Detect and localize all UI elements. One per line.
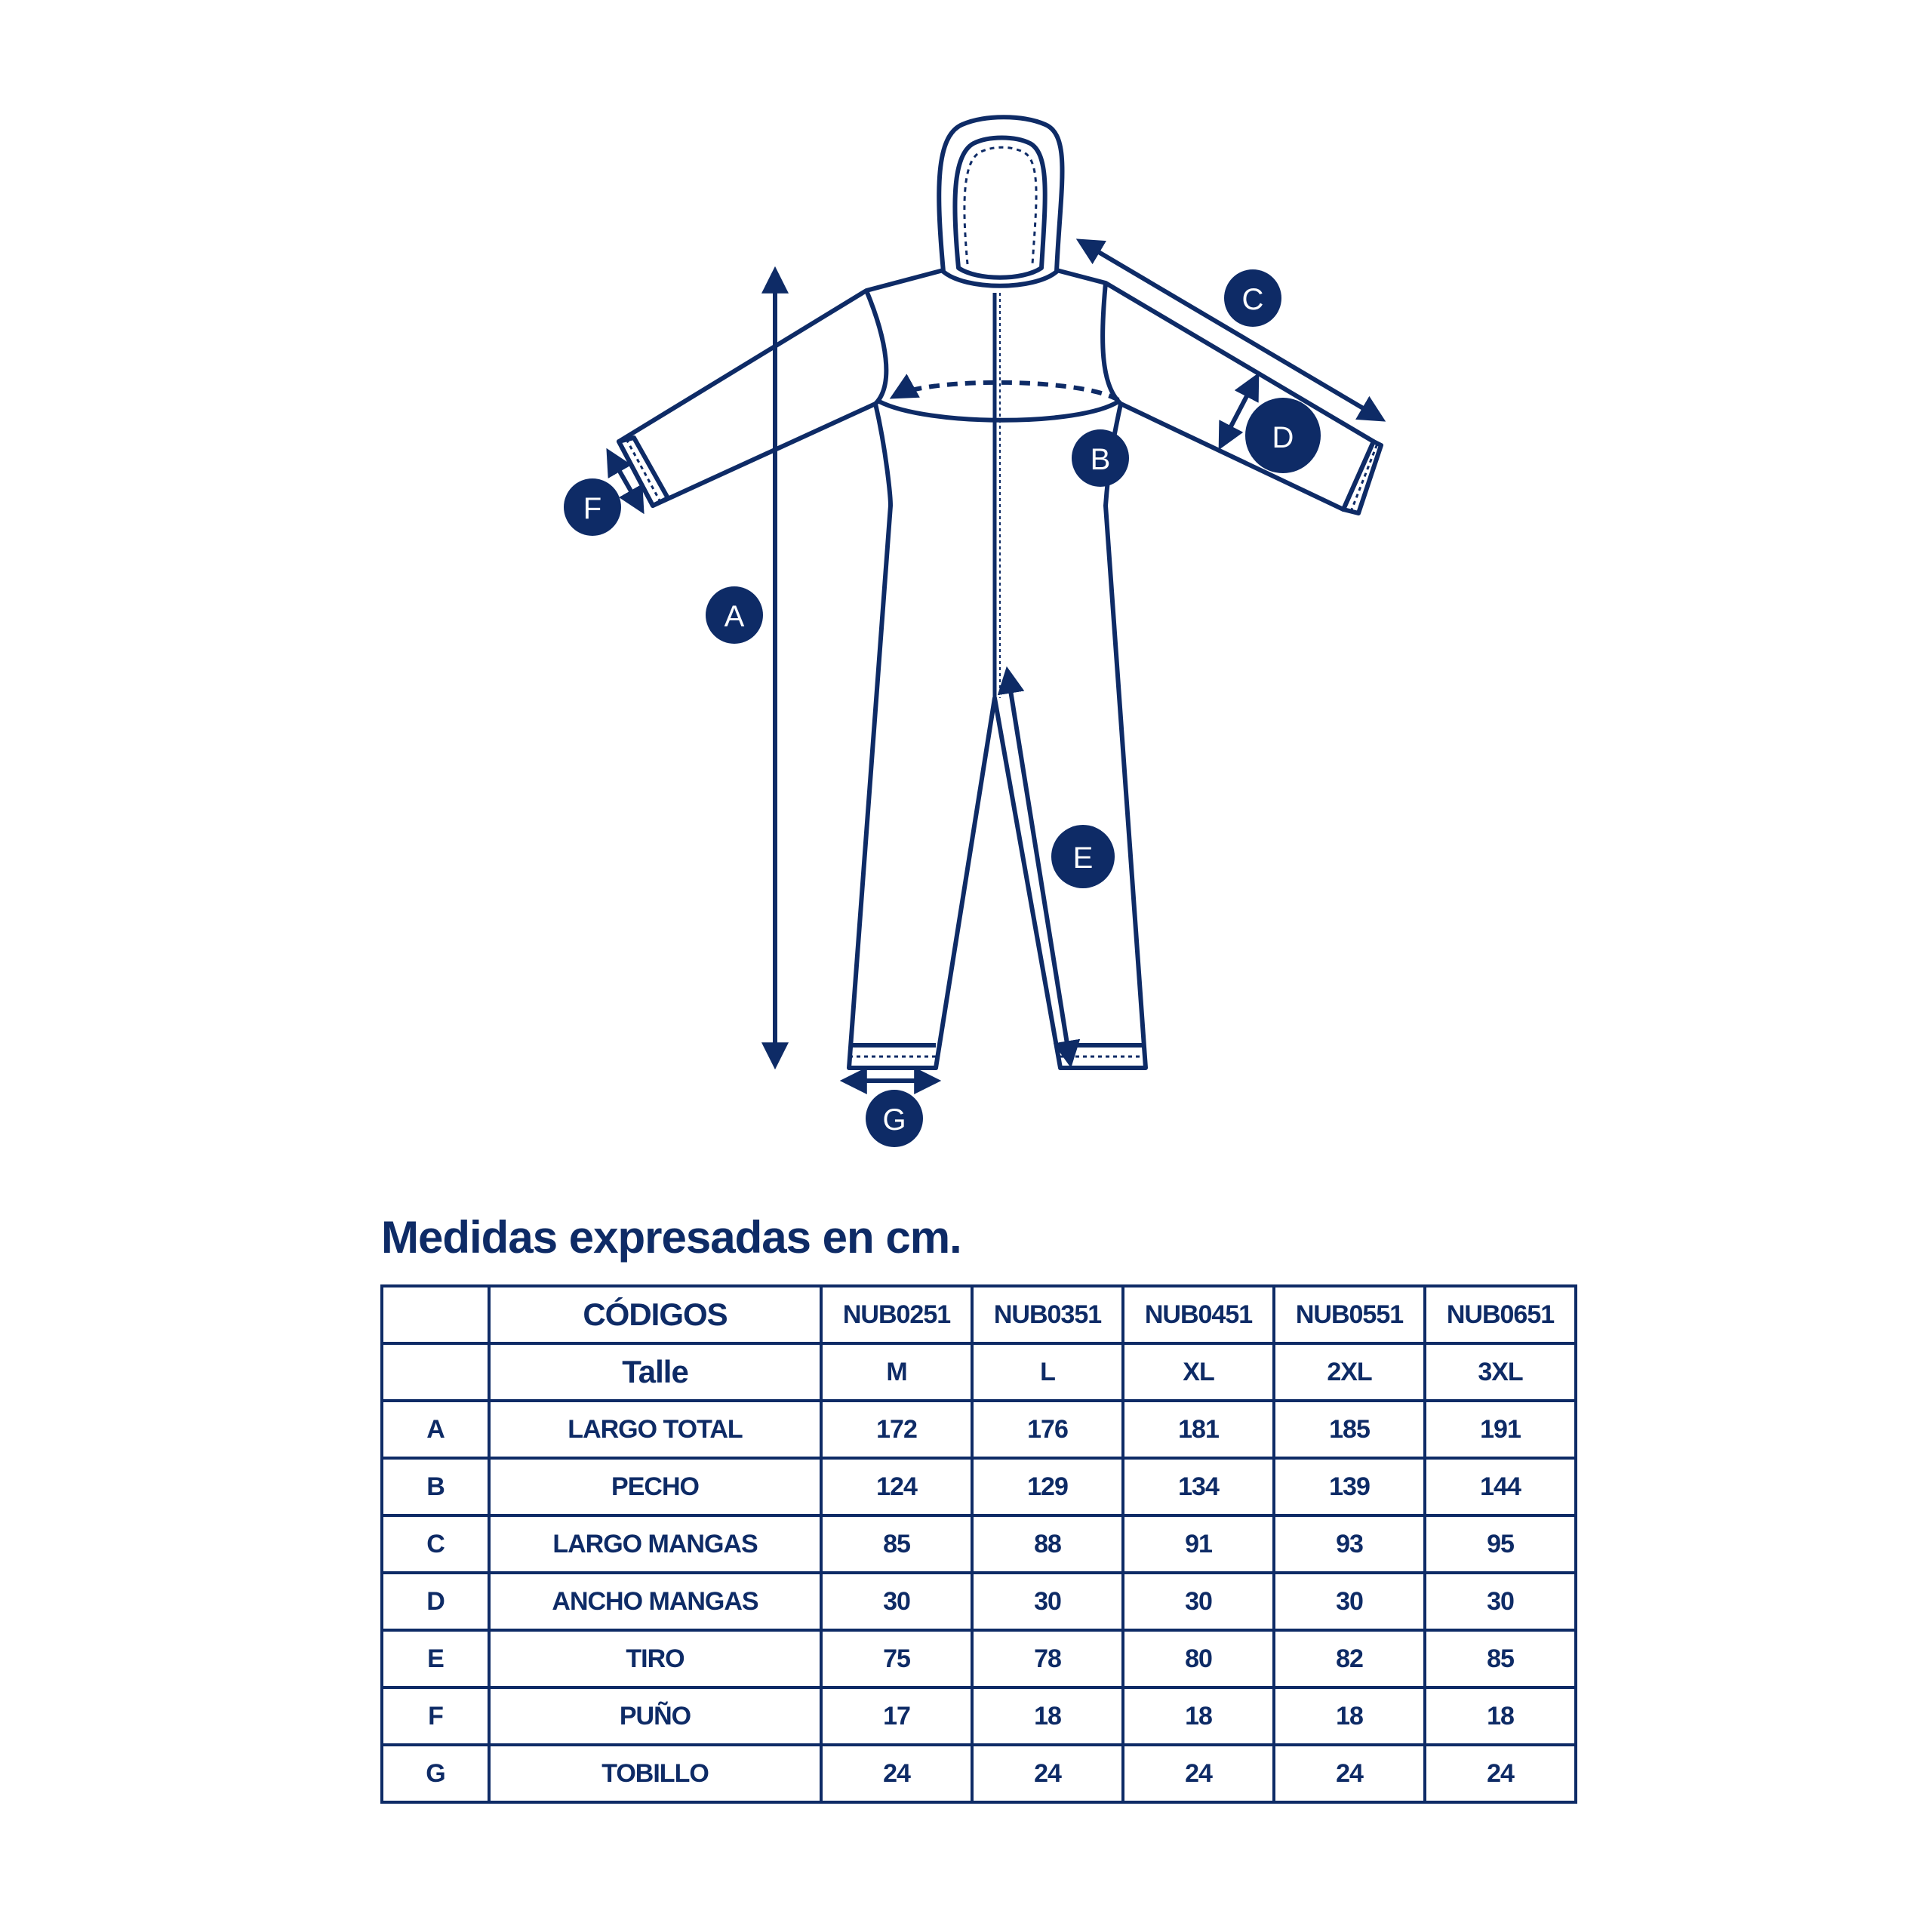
measurement-row <box>382 1745 1576 1802</box>
size-cell: 2XL <box>1274 1343 1425 1401</box>
row-name: PECHO <box>489 1458 821 1515</box>
marker-e <box>1051 825 1115 888</box>
marker-f <box>564 478 621 536</box>
codes-label: CÓDIGOS <box>489 1286 821 1343</box>
value-cell: 88 <box>972 1515 1123 1573</box>
svg-text:F: F <box>583 492 602 525</box>
value-cell: 18 <box>1425 1687 1576 1745</box>
code-cell: NUB0351 <box>972 1286 1123 1343</box>
row-name: ANCHO MANGAS <box>489 1573 821 1630</box>
left-side-seam <box>866 291 886 404</box>
page-title: Medidas expresadas en cm. <box>381 1212 961 1263</box>
marker-g <box>866 1090 923 1147</box>
marker-d <box>1245 398 1321 473</box>
measurement-row <box>382 1687 1576 1745</box>
arrow-b <box>894 383 1118 400</box>
value-cell: 17 <box>821 1687 972 1745</box>
measurement-row <box>382 1573 1576 1630</box>
value-cell: 78 <box>972 1630 1123 1687</box>
value-cell: 30 <box>1123 1573 1274 1630</box>
code-cell: NUB0251 <box>821 1286 972 1343</box>
row-name: TIRO <box>489 1630 821 1687</box>
value-cell: 176 <box>972 1401 1123 1458</box>
value-cell: 185 <box>1274 1401 1425 1458</box>
svg-text:D: D <box>1272 421 1294 454</box>
code-cell: NUB0451 <box>1123 1286 1274 1343</box>
right-side-seam <box>1103 283 1121 404</box>
value-cell: 181 <box>1123 1401 1274 1458</box>
value-cell: 24 <box>1425 1745 1576 1802</box>
measurement-row <box>382 1401 1576 1458</box>
right-cuff <box>1343 441 1381 513</box>
empty-cell <box>382 1286 489 1343</box>
value-cell: 75 <box>821 1630 972 1687</box>
value-cell: 172 <box>821 1401 972 1458</box>
value-cell: 24 <box>1274 1745 1425 1802</box>
codes-row <box>382 1286 1576 1343</box>
row-letter: D <box>382 1573 489 1630</box>
sizes-row <box>382 1343 1576 1401</box>
svg-text:A: A <box>724 600 745 633</box>
svg-text:E: E <box>1072 841 1094 875</box>
value-cell: 85 <box>821 1515 972 1573</box>
value-cell: 93 <box>1274 1515 1425 1573</box>
row-letter: E <box>382 1630 489 1687</box>
size-label: Talle <box>489 1343 821 1401</box>
value-cell: 30 <box>1274 1573 1425 1630</box>
svg-text:B: B <box>1090 443 1111 476</box>
value-cell: 95 <box>1425 1515 1576 1573</box>
value-cell: 134 <box>1123 1458 1274 1515</box>
size-table <box>380 1284 1577 1804</box>
value-cell: 191 <box>1425 1401 1576 1458</box>
marker-c <box>1224 269 1281 327</box>
svg-text:G: G <box>882 1103 906 1137</box>
measurement-row <box>382 1458 1576 1515</box>
row-name: PUÑO <box>489 1687 821 1745</box>
row-letter: B <box>382 1458 489 1515</box>
row-name: LARGO TOTAL <box>489 1401 821 1458</box>
value-cell: 91 <box>1123 1515 1274 1573</box>
value-cell: 24 <box>972 1745 1123 1802</box>
row-letter: G <box>382 1745 489 1802</box>
code-cell: NUB0551 <box>1274 1286 1425 1343</box>
row-name: TOBILLO <box>489 1745 821 1802</box>
table-body <box>382 1286 1576 1802</box>
empty-cell <box>382 1343 489 1401</box>
size-cell: M <box>821 1343 972 1401</box>
value-cell: 30 <box>821 1573 972 1630</box>
value-cell: 129 <box>972 1458 1123 1515</box>
svg-text:C: C <box>1241 283 1264 316</box>
size-cell: 3XL <box>1425 1343 1576 1401</box>
value-cell: 85 <box>1425 1630 1576 1687</box>
value-cell: 24 <box>821 1745 972 1802</box>
value-cell: 30 <box>1425 1573 1576 1630</box>
size-cell: XL <box>1123 1343 1274 1401</box>
value-cell: 30 <box>972 1573 1123 1630</box>
chest-line <box>879 401 1118 420</box>
value-cell: 18 <box>1274 1687 1425 1745</box>
hood-elastic <box>964 147 1036 264</box>
row-letter: A <box>382 1401 489 1458</box>
value-cell: 80 <box>1123 1630 1274 1687</box>
measurement-row <box>382 1630 1576 1687</box>
size-cell: L <box>972 1343 1123 1401</box>
value-cell: 82 <box>1274 1630 1425 1687</box>
value-cell: 144 <box>1425 1458 1576 1515</box>
value-cell: 18 <box>1123 1687 1274 1745</box>
value-cell: 139 <box>1274 1458 1425 1515</box>
hood-opening <box>955 138 1044 278</box>
row-letter: C <box>382 1515 489 1573</box>
marker-a <box>706 586 763 644</box>
arrow-c <box>1081 242 1381 419</box>
left-cuff <box>619 438 668 506</box>
marker-b <box>1072 429 1129 487</box>
value-cell: 18 <box>972 1687 1123 1745</box>
row-letter: F <box>382 1687 489 1745</box>
code-cell: NUB0651 <box>1425 1286 1576 1343</box>
row-name: LARGO MANGAS <box>489 1515 821 1573</box>
value-cell: 24 <box>1123 1745 1274 1802</box>
measurement-row <box>382 1515 1576 1573</box>
value-cell: 124 <box>821 1458 972 1515</box>
